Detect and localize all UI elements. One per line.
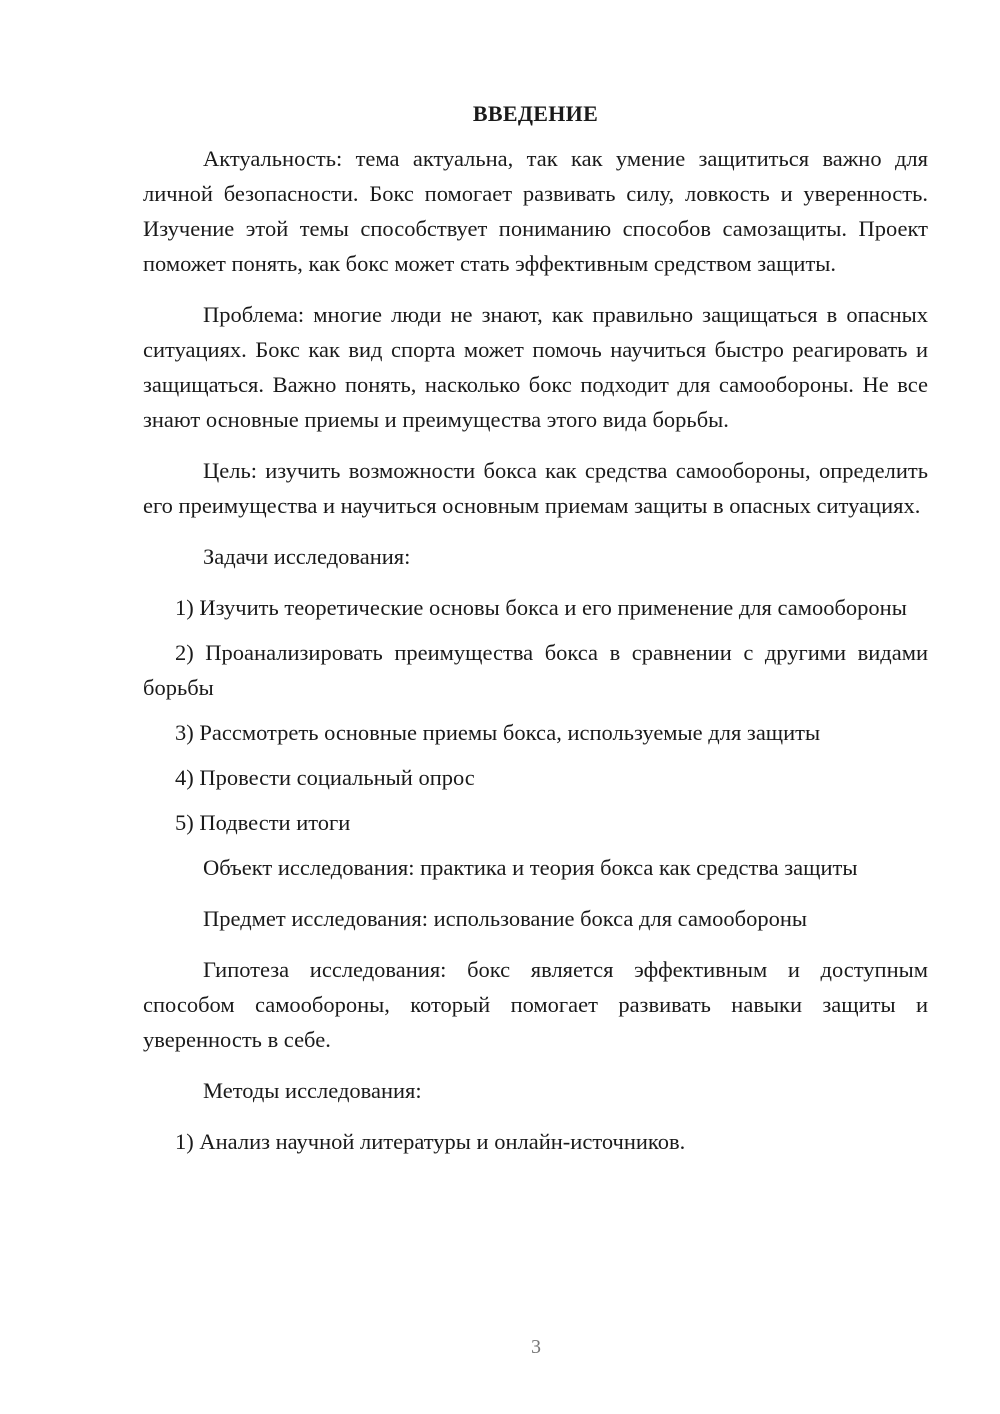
relevance-paragraph: Актуальность: тема актуальна, так как умение защититься важно для личной безопасности. Бокс помогает развивать силу, ловкость и уверенность. Изучение этой темы способствует пониманию способов самозащиты. Проект поможет понять, как бокс может стать эффективным средством защиты.: [143, 146, 928, 276]
section-title: ВВЕДЕНИЕ: [472, 101, 599, 126]
task-item: 4) Провести социальный опрос: [175, 765, 475, 790]
page-body: [143, 96, 928, 1169]
object-paragraph: Объект исследования: практика и теория бокса как средства защиты: [203, 855, 858, 880]
task-item: 3) Рассмотреть основные приемы бокса, используемые для защиты: [175, 720, 821, 745]
tasks-heading: Задачи исследования:: [203, 544, 411, 569]
methods-heading: Методы исследования:: [203, 1078, 422, 1103]
page-number: 3: [531, 1336, 541, 1358]
task-item: 5) Подвести итоги: [175, 810, 351, 835]
hypothesis-paragraph: Гипотеза исследования: бокс является эффективным и доступным способом самообороны, который помогает развивать навыки защиты и уверенность в себе.: [143, 957, 928, 1052]
problem-paragraph: Проблема: многие люди не знают, как правильно защищаться в опасных ситуациях. Бокс как вид спорта может помочь научиться быстро реагировать и защищаться. Важно понять, насколько бокс подходит для самообороны. Не все знают основные приемы и преимущества этого вида борьбы.: [143, 302, 928, 432]
method-item: 1) Анализ научной литературы и онлайн-источников.: [175, 1129, 686, 1154]
task-item: 2) Проанализировать преимущества бокса в сравнении с другими видами борьбы: [143, 640, 928, 700]
goal-paragraph: Цель: изучить возможности бокса как средства самообороны, определить его преимущества и научиться основным приемам защиты в опасных ситуациях.: [143, 458, 928, 518]
task-item: 1) Изучить теоретические основы бокса и его применение для самообороны: [175, 595, 907, 620]
subject-paragraph: Предмет исследования: использование бокса для самообороны: [203, 906, 808, 931]
